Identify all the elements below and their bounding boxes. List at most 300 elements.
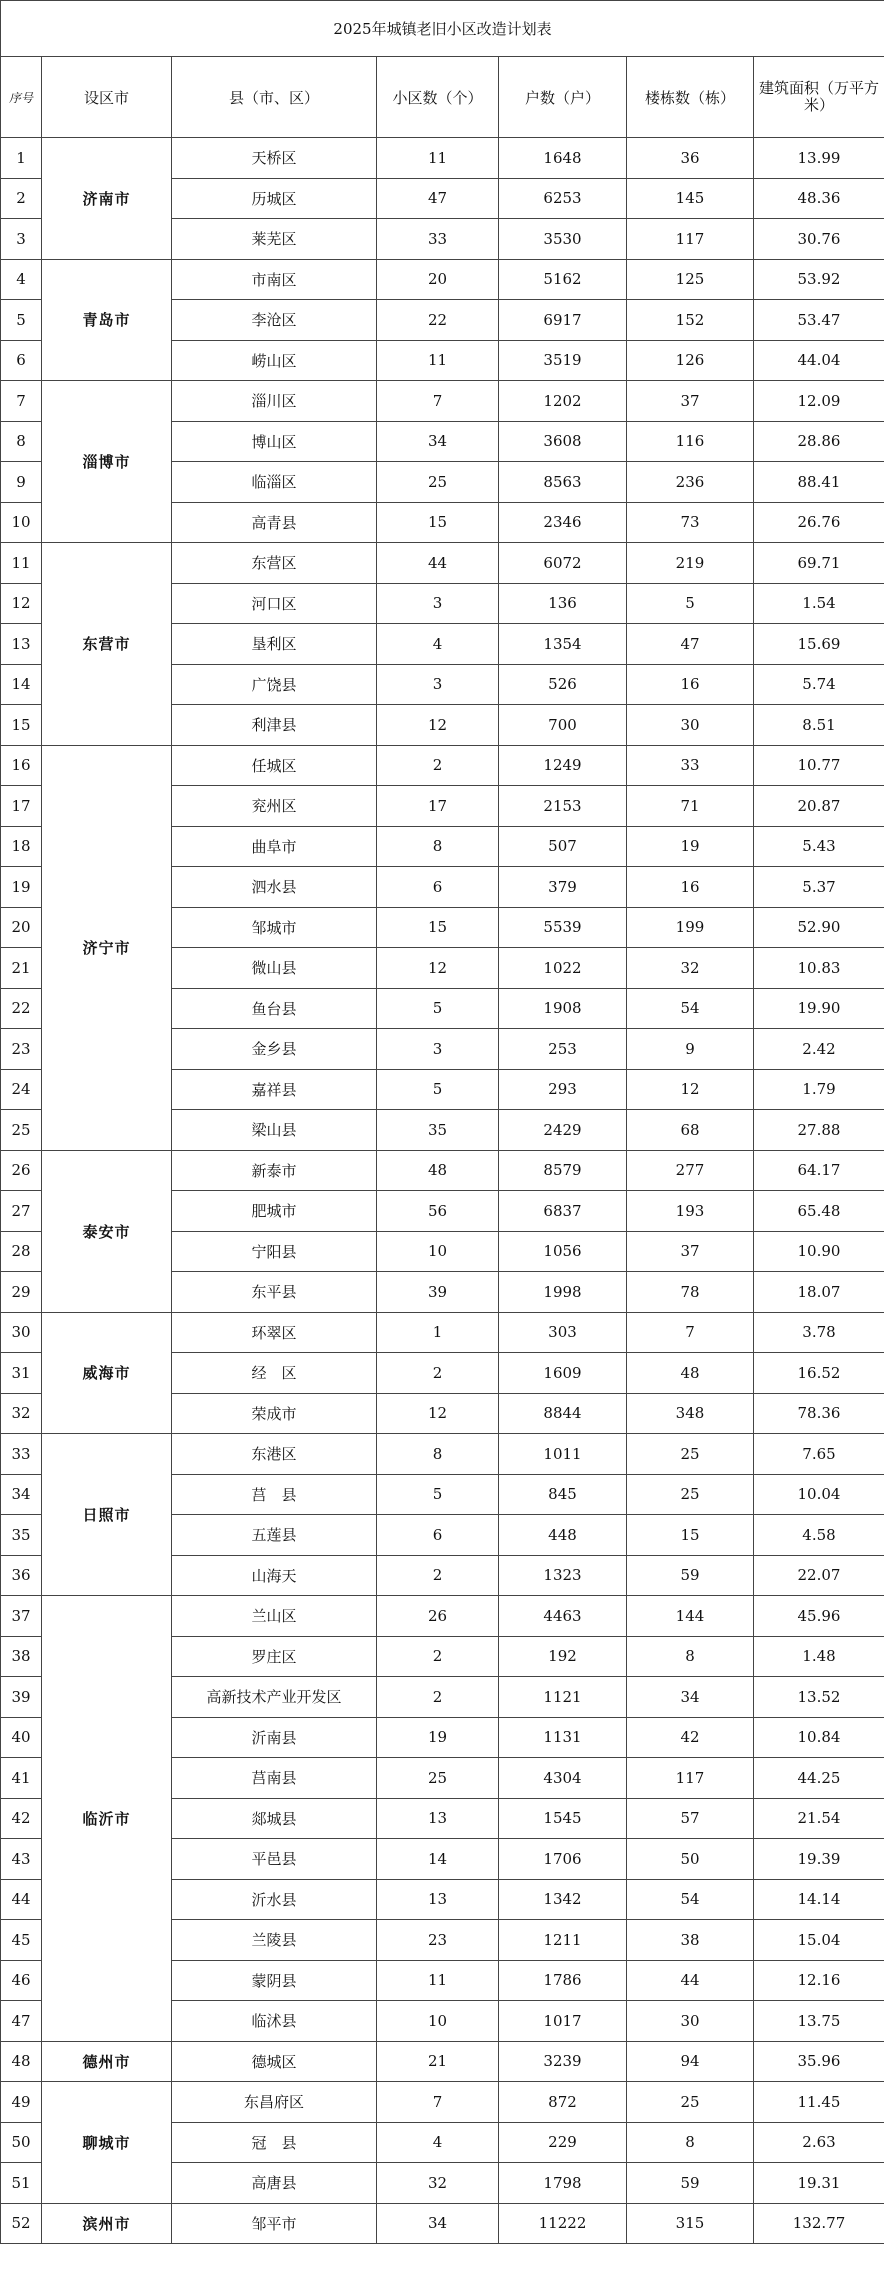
buildings-cell: 348 [627,1393,754,1434]
row-index: 37 [1,1596,42,1637]
row-index: 27 [1,1191,42,1232]
area-cell: 15.04 [754,1920,884,1961]
communities-cell: 3 [377,583,499,624]
area-cell: 15.69 [754,624,884,665]
county-cell: 冠 县 [172,2122,377,2163]
communities-cell: 33 [377,219,499,260]
row-index: 48 [1,2041,42,2082]
communities-cell: 44 [377,543,499,584]
table-row [1,138,884,179]
county-cell: 泗水县 [172,867,377,908]
area-cell: 10.84 [754,1717,884,1758]
table-row [1,2203,884,2244]
row-index: 11 [1,543,42,584]
area-cell: 7.65 [754,1434,884,1475]
county-cell: 罗庄区 [172,1636,377,1677]
buildings-cell: 71 [627,786,754,827]
households-cell: 253 [499,1029,627,1070]
area-cell: 13.99 [754,138,884,179]
buildings-cell: 44 [627,1960,754,2001]
households-cell: 1022 [499,948,627,989]
buildings-cell: 54 [627,1879,754,1920]
buildings-cell: 57 [627,1798,754,1839]
row-index: 35 [1,1515,42,1556]
households-cell: 3519 [499,340,627,381]
buildings-cell: 125 [627,259,754,300]
communities-cell: 2 [377,1353,499,1394]
row-index: 39 [1,1677,42,1718]
communities-cell: 1 [377,1312,499,1353]
county-cell: 莒南县 [172,1758,377,1799]
county-cell: 德城区 [172,2041,377,2082]
area-cell: 30.76 [754,219,884,260]
area-cell: 69.71 [754,543,884,584]
city-cell: 威海市 [42,1312,172,1434]
county-cell: 莱芜区 [172,219,377,260]
header-county: 县（市、区） [172,57,377,138]
row-index: 8 [1,421,42,462]
area-cell: 28.86 [754,421,884,462]
buildings-cell: 277 [627,1150,754,1191]
households-cell: 1342 [499,1879,627,1920]
area-cell: 53.92 [754,259,884,300]
households-cell: 6837 [499,1191,627,1232]
households-cell: 2346 [499,502,627,543]
area-cell: 10.90 [754,1231,884,1272]
buildings-cell: 78 [627,1272,754,1313]
area-cell: 1.48 [754,1636,884,1677]
households-cell: 2153 [499,786,627,827]
area-cell: 19.39 [754,1839,884,1880]
households-cell: 1648 [499,138,627,179]
communities-cell: 6 [377,867,499,908]
city-cell: 聊城市 [42,2082,172,2204]
communities-cell: 10 [377,1231,499,1272]
households-cell: 1798 [499,2163,627,2204]
row-index: 44 [1,1879,42,1920]
city-cell: 滨州市 [42,2203,172,2244]
area-cell: 12.16 [754,1960,884,2001]
communities-cell: 23 [377,1920,499,1961]
county-cell: 嘉祥县 [172,1069,377,1110]
city-cell: 日照市 [42,1434,172,1596]
row-index: 16 [1,745,42,786]
communities-cell: 11 [377,340,499,381]
buildings-cell: 36 [627,138,754,179]
area-cell: 3.78 [754,1312,884,1353]
area-cell: 64.17 [754,1150,884,1191]
communities-cell: 12 [377,948,499,989]
communities-cell: 2 [377,745,499,786]
communities-cell: 4 [377,624,499,665]
county-cell: 宁阳县 [172,1231,377,1272]
buildings-cell: 9 [627,1029,754,1070]
county-cell: 郯城县 [172,1798,377,1839]
buildings-cell: 34 [627,1677,754,1718]
area-cell: 5.74 [754,664,884,705]
city-cell: 济南市 [42,138,172,260]
communities-cell: 34 [377,421,499,462]
households-cell: 8844 [499,1393,627,1434]
households-cell: 1249 [499,745,627,786]
buildings-cell: 37 [627,381,754,422]
table-row [1,2041,884,2082]
row-index: 4 [1,259,42,300]
area-cell: 13.52 [754,1677,884,1718]
county-cell: 邹城市 [172,907,377,948]
area-cell: 19.31 [754,2163,884,2204]
households-cell: 872 [499,2082,627,2123]
row-index: 20 [1,907,42,948]
communities-cell: 26 [377,1596,499,1637]
communities-cell: 4 [377,2122,499,2163]
county-cell: 兰陵县 [172,1920,377,1961]
county-cell: 环翠区 [172,1312,377,1353]
row-index: 1 [1,138,42,179]
area-cell: 10.04 [754,1474,884,1515]
row-index: 3 [1,219,42,260]
communities-cell: 6 [377,1515,499,1556]
communities-cell: 17 [377,786,499,827]
county-cell: 李沧区 [172,300,377,341]
area-cell: 65.48 [754,1191,884,1232]
county-cell: 河口区 [172,583,377,624]
county-cell: 梁山县 [172,1110,377,1151]
area-cell: 21.54 [754,1798,884,1839]
communities-cell: 7 [377,381,499,422]
households-cell: 6917 [499,300,627,341]
row-index: 14 [1,664,42,705]
county-cell: 临淄区 [172,462,377,503]
buildings-cell: 59 [627,2163,754,2204]
row-index: 33 [1,1434,42,1475]
buildings-cell: 236 [627,462,754,503]
area-cell: 2.63 [754,2122,884,2163]
households-cell: 2429 [499,1110,627,1151]
header-buildings: 楼栋数（栋） [627,57,754,138]
table-row [1,259,884,300]
households-cell: 700 [499,705,627,746]
buildings-cell: 19 [627,826,754,867]
households-cell: 1323 [499,1555,627,1596]
county-cell: 崂山区 [172,340,377,381]
city-cell: 青岛市 [42,259,172,381]
row-index: 49 [1,2082,42,2123]
buildings-cell: 25 [627,1474,754,1515]
area-cell: 2.42 [754,1029,884,1070]
buildings-cell: 5 [627,583,754,624]
buildings-cell: 54 [627,988,754,1029]
row-index: 18 [1,826,42,867]
row-index: 50 [1,2122,42,2163]
buildings-cell: 59 [627,1555,754,1596]
communities-cell: 3 [377,1029,499,1070]
communities-cell: 11 [377,1960,499,2001]
county-cell: 兖州区 [172,786,377,827]
communities-cell: 2 [377,1677,499,1718]
county-cell: 博山区 [172,421,377,462]
row-index: 26 [1,1150,42,1191]
buildings-cell: 219 [627,543,754,584]
buildings-cell: 68 [627,1110,754,1151]
households-cell: 448 [499,1515,627,1556]
row-index: 41 [1,1758,42,1799]
households-cell: 1786 [499,1960,627,2001]
row-index: 28 [1,1231,42,1272]
header-row [1,57,884,138]
row-index: 19 [1,867,42,908]
row-index: 31 [1,1353,42,1394]
area-cell: 53.47 [754,300,884,341]
buildings-cell: 15 [627,1515,754,1556]
county-cell: 东平县 [172,1272,377,1313]
households-cell: 1211 [499,1920,627,1961]
households-cell: 5539 [499,907,627,948]
buildings-cell: 73 [627,502,754,543]
households-cell: 136 [499,583,627,624]
county-cell: 东营区 [172,543,377,584]
header-city: 设区市 [42,57,172,138]
households-cell: 507 [499,826,627,867]
households-cell: 5162 [499,259,627,300]
table-row [1,2082,884,2123]
county-cell: 任城区 [172,745,377,786]
row-index: 13 [1,624,42,665]
buildings-cell: 42 [627,1717,754,1758]
communities-cell: 13 [377,1879,499,1920]
buildings-cell: 145 [627,178,754,219]
communities-cell: 5 [377,988,499,1029]
county-cell: 淄川区 [172,381,377,422]
row-index: 42 [1,1798,42,1839]
households-cell: 3608 [499,421,627,462]
table-row [1,381,884,422]
buildings-cell: 8 [627,2122,754,2163]
buildings-cell: 33 [627,745,754,786]
row-index: 45 [1,1920,42,1961]
communities-cell: 2 [377,1636,499,1677]
communities-cell: 32 [377,2163,499,2204]
county-cell: 平邑县 [172,1839,377,1880]
communities-cell: 15 [377,907,499,948]
area-cell: 5.37 [754,867,884,908]
buildings-cell: 117 [627,219,754,260]
county-cell: 金乡县 [172,1029,377,1070]
area-cell: 20.87 [754,786,884,827]
county-cell: 五莲县 [172,1515,377,1556]
buildings-cell: 152 [627,300,754,341]
county-cell: 沂水县 [172,1879,377,1920]
buildings-cell: 7 [627,1312,754,1353]
area-cell: 14.14 [754,1879,884,1920]
households-cell: 4463 [499,1596,627,1637]
buildings-cell: 144 [627,1596,754,1637]
row-index: 23 [1,1029,42,1070]
row-index: 34 [1,1474,42,1515]
table-row [1,1596,884,1637]
communities-cell: 11 [377,138,499,179]
area-cell: 35.96 [754,2041,884,2082]
table-row [1,1312,884,1353]
area-cell: 16.52 [754,1353,884,1394]
row-index: 30 [1,1312,42,1353]
communities-cell: 25 [377,1758,499,1799]
area-cell: 8.51 [754,705,884,746]
buildings-cell: 30 [627,705,754,746]
communities-cell: 8 [377,826,499,867]
communities-cell: 47 [377,178,499,219]
buildings-cell: 193 [627,1191,754,1232]
county-cell: 高新技术产业开发区 [172,1677,377,1718]
area-cell: 10.83 [754,948,884,989]
communities-cell: 8 [377,1434,499,1475]
row-index: 36 [1,1555,42,1596]
table-row [1,745,884,786]
table-row [1,543,884,584]
area-cell: 44.04 [754,340,884,381]
city-cell: 淄博市 [42,381,172,543]
households-cell: 1011 [499,1434,627,1475]
buildings-cell: 16 [627,867,754,908]
area-cell: 52.90 [754,907,884,948]
buildings-cell: 50 [627,1839,754,1880]
county-cell: 邹平市 [172,2203,377,2244]
row-index: 7 [1,381,42,422]
buildings-cell: 48 [627,1353,754,1394]
header-area: 建筑面积（万平方米） [754,57,884,138]
county-cell: 曲阜市 [172,826,377,867]
county-cell: 市南区 [172,259,377,300]
row-index: 38 [1,1636,42,1677]
buildings-cell: 16 [627,664,754,705]
area-cell: 19.90 [754,988,884,1029]
area-cell: 132.77 [754,2203,884,2244]
households-cell: 1908 [499,988,627,1029]
county-cell: 山海天 [172,1555,377,1596]
area-cell: 18.07 [754,1272,884,1313]
buildings-cell: 315 [627,2203,754,2244]
city-cell: 东营市 [42,543,172,746]
area-cell: 1.79 [754,1069,884,1110]
table-title: 2025年城镇老旧小区改造计划表 [1,1,884,57]
communities-cell: 5 [377,1474,499,1515]
area-cell: 22.07 [754,1555,884,1596]
households-cell: 1706 [499,1839,627,1880]
households-cell: 8579 [499,1150,627,1191]
communities-cell: 13 [377,1798,499,1839]
county-cell: 天桥区 [172,138,377,179]
households-cell: 379 [499,867,627,908]
buildings-cell: 47 [627,624,754,665]
communities-cell: 3 [377,664,499,705]
area-cell: 5.43 [754,826,884,867]
row-index: 52 [1,2203,42,2244]
area-cell: 1.54 [754,583,884,624]
households-cell: 1545 [499,1798,627,1839]
buildings-cell: 30 [627,2001,754,2042]
communities-cell: 12 [377,705,499,746]
county-cell: 东昌府区 [172,2082,377,2123]
row-index: 51 [1,2163,42,2204]
households-cell: 1131 [499,1717,627,1758]
county-cell: 临沭县 [172,2001,377,2042]
county-cell: 东港区 [172,1434,377,1475]
communities-cell: 21 [377,2041,499,2082]
area-cell: 44.25 [754,1758,884,1799]
households-cell: 1998 [499,1272,627,1313]
communities-cell: 22 [377,300,499,341]
households-cell: 11222 [499,2203,627,2244]
buildings-cell: 94 [627,2041,754,2082]
county-cell: 肥城市 [172,1191,377,1232]
row-index: 22 [1,988,42,1029]
buildings-cell: 117 [627,1758,754,1799]
header-households: 户数（户） [499,57,627,138]
area-cell: 13.75 [754,2001,884,2042]
households-cell: 526 [499,664,627,705]
header-index: 序号 [1,57,42,138]
county-cell: 经 区 [172,1353,377,1394]
households-cell: 8563 [499,462,627,503]
county-cell: 莒 县 [172,1474,377,1515]
row-index: 17 [1,786,42,827]
row-index: 6 [1,340,42,381]
city-cell: 临沂市 [42,1596,172,2042]
communities-cell: 20 [377,259,499,300]
households-cell: 303 [499,1312,627,1353]
buildings-cell: 126 [627,340,754,381]
communities-cell: 12 [377,1393,499,1434]
city-cell: 济宁市 [42,745,172,1150]
buildings-cell: 116 [627,421,754,462]
row-index: 46 [1,1960,42,2001]
buildings-cell: 199 [627,907,754,948]
area-cell: 26.76 [754,502,884,543]
communities-cell: 25 [377,462,499,503]
buildings-cell: 8 [627,1636,754,1677]
communities-cell: 10 [377,2001,499,2042]
buildings-cell: 25 [627,2082,754,2123]
row-index: 32 [1,1393,42,1434]
communities-cell: 39 [377,1272,499,1313]
area-cell: 88.41 [754,462,884,503]
county-cell: 新泰市 [172,1150,377,1191]
row-index: 25 [1,1110,42,1151]
buildings-cell: 32 [627,948,754,989]
households-cell: 6253 [499,178,627,219]
table-row [1,1434,884,1475]
communities-cell: 35 [377,1110,499,1151]
row-index: 2 [1,178,42,219]
area-cell: 4.58 [754,1515,884,1556]
households-cell: 845 [499,1474,627,1515]
buildings-cell: 37 [627,1231,754,1272]
households-cell: 1121 [499,1677,627,1718]
households-cell: 4304 [499,1758,627,1799]
row-index: 43 [1,1839,42,1880]
communities-cell: 2 [377,1555,499,1596]
row-index: 5 [1,300,42,341]
households-cell: 293 [499,1069,627,1110]
county-cell: 荣成市 [172,1393,377,1434]
households-cell: 3239 [499,2041,627,2082]
households-cell: 6072 [499,543,627,584]
title-row [1,1,884,57]
buildings-cell: 25 [627,1434,754,1475]
county-cell: 沂南县 [172,1717,377,1758]
communities-cell: 14 [377,1839,499,1880]
row-index: 47 [1,2001,42,2042]
